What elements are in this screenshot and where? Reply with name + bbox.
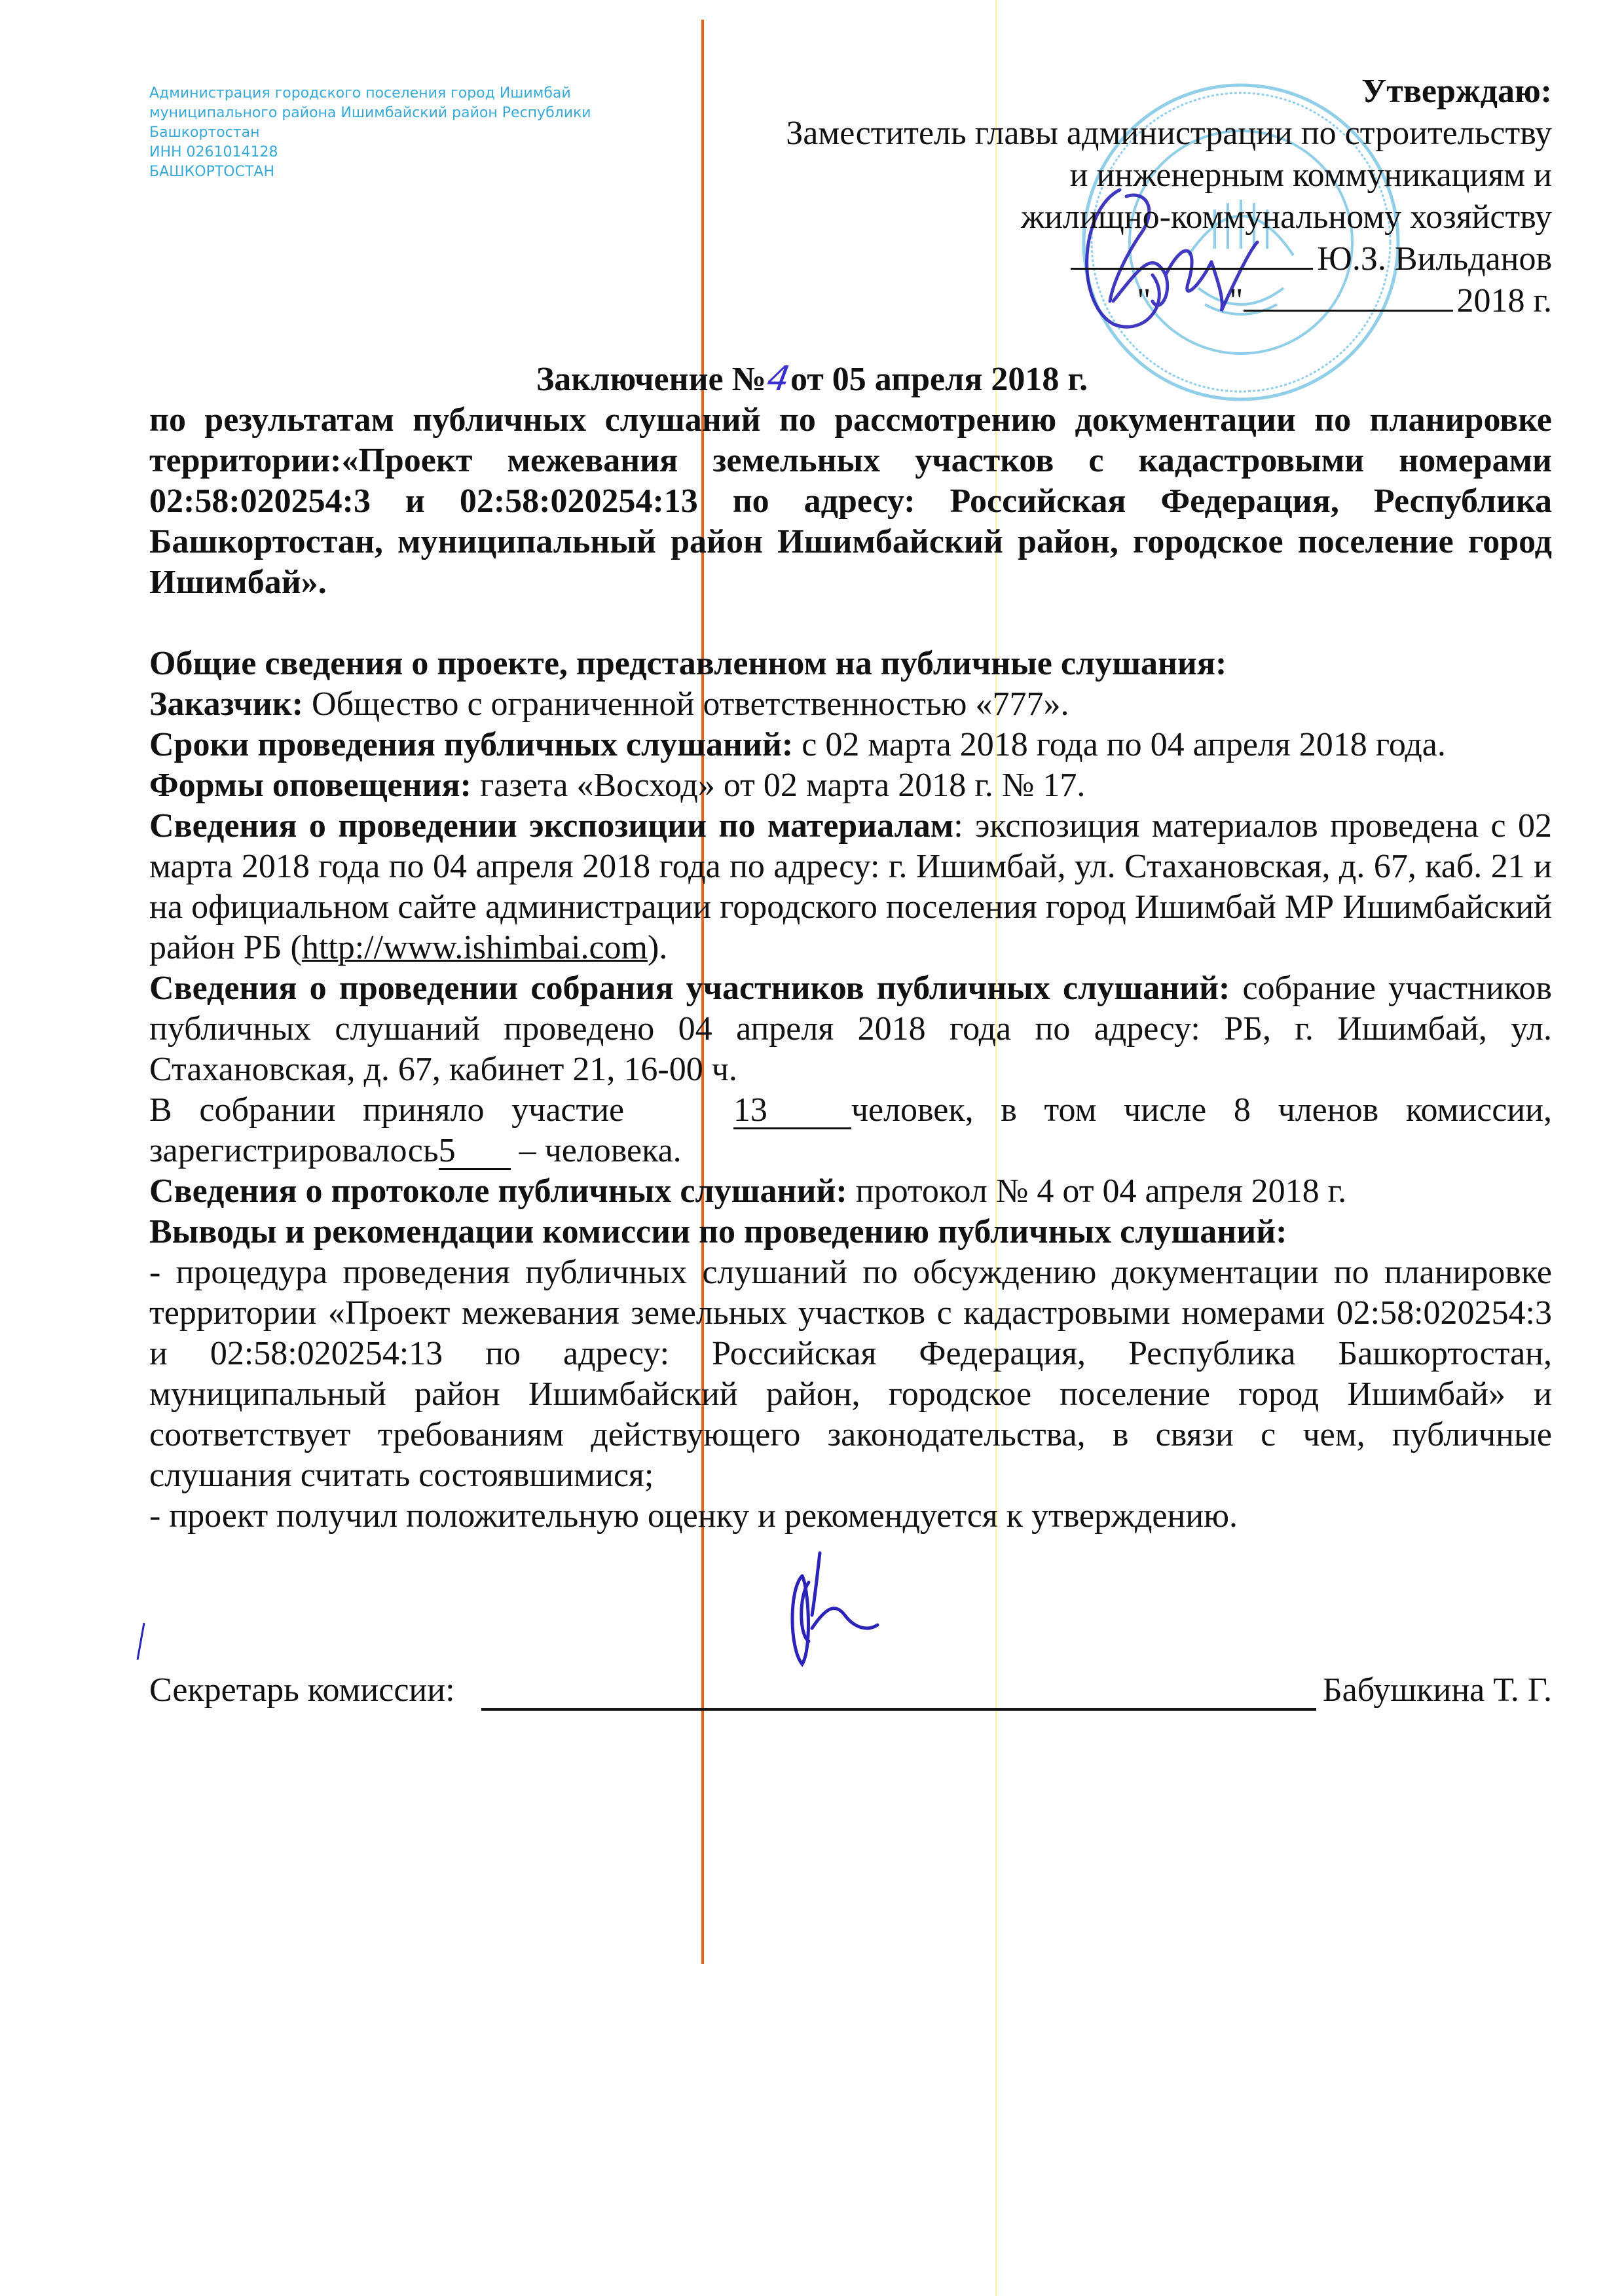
approval-date-quote-open: " (1137, 282, 1151, 319)
protocol-label: Сведения о протоколе публичных слушаний: (149, 1173, 847, 1210)
attendance-text-2: человек, в том числе 8 членов комиссии, зарегистрировалось (149, 1091, 1552, 1169)
pen-tick-mark (134, 1622, 147, 1661)
stamp-center-label: БАШКОРТОСТАН (149, 164, 275, 180)
period-label: Сроки проведения публичных слушаний: (149, 726, 794, 763)
stamp-lettering (149, 84, 660, 182)
conclusion-item: - проект получил положительную оценку и рекомендуется к утверждению. (149, 1497, 1238, 1535)
document-body (149, 400, 1552, 1537)
approval-title: Утверждаю: (1361, 73, 1552, 110)
customer-value: Общество с ограниченной ответственностью «777». (303, 685, 1069, 723)
customer-label: Заказчик: (149, 685, 304, 723)
attendance-row (149, 1090, 1552, 1171)
approval-position-line-1: Заместитель главы администрации по строительству (786, 115, 1552, 152)
approval-position-line-3: жилищно-коммунальному хозяйству (1021, 198, 1552, 236)
period-value: с 02 марта 2018 года по 04 апреля 2018 года. (793, 726, 1446, 763)
title-suffix: от 05 апреля 2018 г. (790, 361, 1088, 398)
approval-signer-name: Ю.З. Вильданов (1317, 240, 1552, 278)
approval-signer-row (786, 238, 1552, 280)
registered-count: 5 (439, 1134, 511, 1170)
exposition-label: Сведения о проведении экспозиции по материалам (149, 807, 954, 845)
approval-signature-line (1071, 242, 1313, 270)
exposition-after-link: ). (648, 929, 668, 966)
title-prefix: Заключение № (536, 361, 766, 398)
participants-count: 13 (733, 1093, 851, 1129)
conclusions-heading: Выводы и рекомендации комиссии по проведению публичных слушаний: (149, 1213, 1287, 1250)
approval-position-line-2: и инженерным коммуникациям и (1069, 156, 1552, 194)
attendance-text-1: В собрании приняло участие (149, 1091, 652, 1129)
notification-row (149, 765, 1552, 806)
approval-date-line (1244, 283, 1453, 312)
secretary-name: Бабушкина Т. Г. (1322, 1671, 1552, 1709)
notification-value: газета «Восход» от 02 марта 2018 г. № 17. (471, 767, 1086, 804)
approval-date-row (786, 280, 1552, 322)
meeting-row (149, 968, 1552, 1090)
secretary-signature (773, 1550, 904, 1667)
website-link[interactable]: http://www.ishimbai.com (301, 929, 648, 966)
secretary-row (149, 1667, 1552, 1711)
approval-date-quote-close: " (1229, 282, 1244, 319)
protocol-value: протокол № 4 от 04 апреля 2018 г. (847, 1173, 1347, 1210)
general-info-heading: Общие сведения о проекте, представленном на публичные слушания: (149, 645, 1227, 682)
attendance-text-3: – человека. (510, 1132, 682, 1169)
exposition-row (149, 806, 1552, 968)
header (149, 71, 1552, 359)
protocol-row (149, 1171, 1552, 1212)
stamp-outer-text: Администрация городского поселения город Ишимбай муниципального района Ишимбайский район Республики Башкортостан (149, 85, 591, 141)
stamp-inn-text: ИНН 0261014128 (149, 144, 278, 160)
period-row (149, 725, 1552, 765)
document-title (0, 359, 1624, 400)
exposition-value: : экспозиция материалов проведена с 02 марта 2018 года по 04 апреля 2018 года по адресу: г. Ишимбай, ул. Стахановская, д. 67, каб. 21 и на официальном сайте администрации городского поселения город Ишимбай МР Ишимбайский район РБ ( (149, 807, 1552, 966)
secretary-label: Секретарь комиссии: (149, 1671, 455, 1709)
secretary-signature-line (481, 1667, 1316, 1711)
meeting-value: собрание участников публичных слушаний проведено 04 апреля 2018 года по адресу: РБ, г. Ишимбай, ул. Стахановская, д. 67, кабинет 21, 16-00 ч. (149, 970, 1552, 1088)
approval-date-year: 2018 г. (1456, 282, 1552, 319)
document-subject: по результатам публичных слушаний по рассмотрению документации по планировке территории:«Проект межевания земельных участков с кадастровыми номерами 02:58:020254:3 и 02:58:020254:13 по адресу: Российская Федерация, Республика Башкортостан, муниципальный район Ишимбайский район, городское поселение город Ишимбай». (149, 401, 1552, 601)
signature-area (149, 1550, 1552, 1667)
approval-block (786, 71, 1552, 322)
conclusion-item: - процедура проведения публичных слушаний по обсуждению документации по планировке территории «Проект межевания земельных участков с кадастровыми номерами 02:58:020254:3 и 02:58:020254:13 по адресу: Российская Федерация, Республика Башкортостан, муниципальный район Ишимбайский район, городское поселение город Ишимбай» и соответствует требованиям действующего законодательства, в связи с чем, публичные слушания считать состоявшимися; (149, 1254, 1552, 1494)
customer-row (149, 684, 1552, 725)
notification-label: Формы оповещения: (149, 767, 471, 804)
meeting-label: Сведения о проведении собрания участников публичных слушаний: (149, 970, 1230, 1007)
handwritten-number: 4 (764, 359, 793, 399)
